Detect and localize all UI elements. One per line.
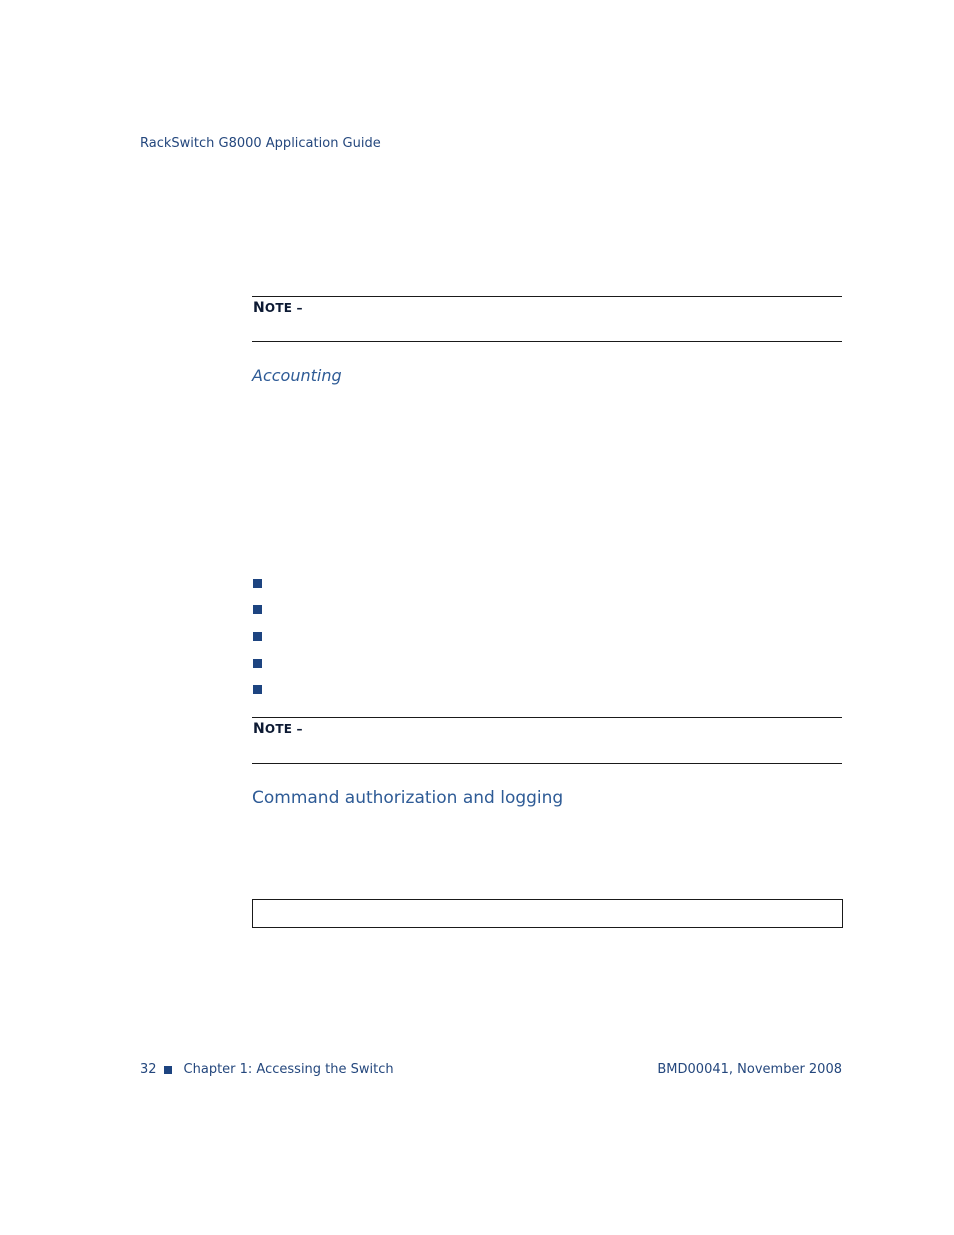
bullet-marker-4 [253,659,262,668]
bullet-marker-3 [253,632,262,641]
note-bottom-rule [252,763,842,764]
note-bottom-rule [252,341,842,342]
note-label-initial: N [253,300,265,316]
note-label [253,721,303,737]
note-top-rule [252,717,842,718]
bullet-marker-5 [253,685,262,694]
chapter-title: Chapter 1: Accessing the Switch [183,1062,394,1077]
bullet-marker-2 [253,605,262,614]
running-header: RackSwitch G8000 Application Guide [140,136,381,151]
accounting-heading: Accounting [252,366,342,385]
note-label [253,300,303,316]
section-title: Command authorization and logging [252,788,564,808]
footer-left [140,1062,394,1077]
command-example-box [252,899,843,928]
note-label-initial: N [253,721,265,737]
page-number: 32 [140,1062,157,1077]
note-label-rest: OTE – [264,301,303,315]
footer-doc-id: BMD00041, November 2008 [657,1062,842,1077]
footer-square-icon [164,1066,172,1074]
bullet-marker-1 [253,579,262,588]
note-label-rest: OTE – [264,722,303,736]
note-top-rule [252,296,842,297]
